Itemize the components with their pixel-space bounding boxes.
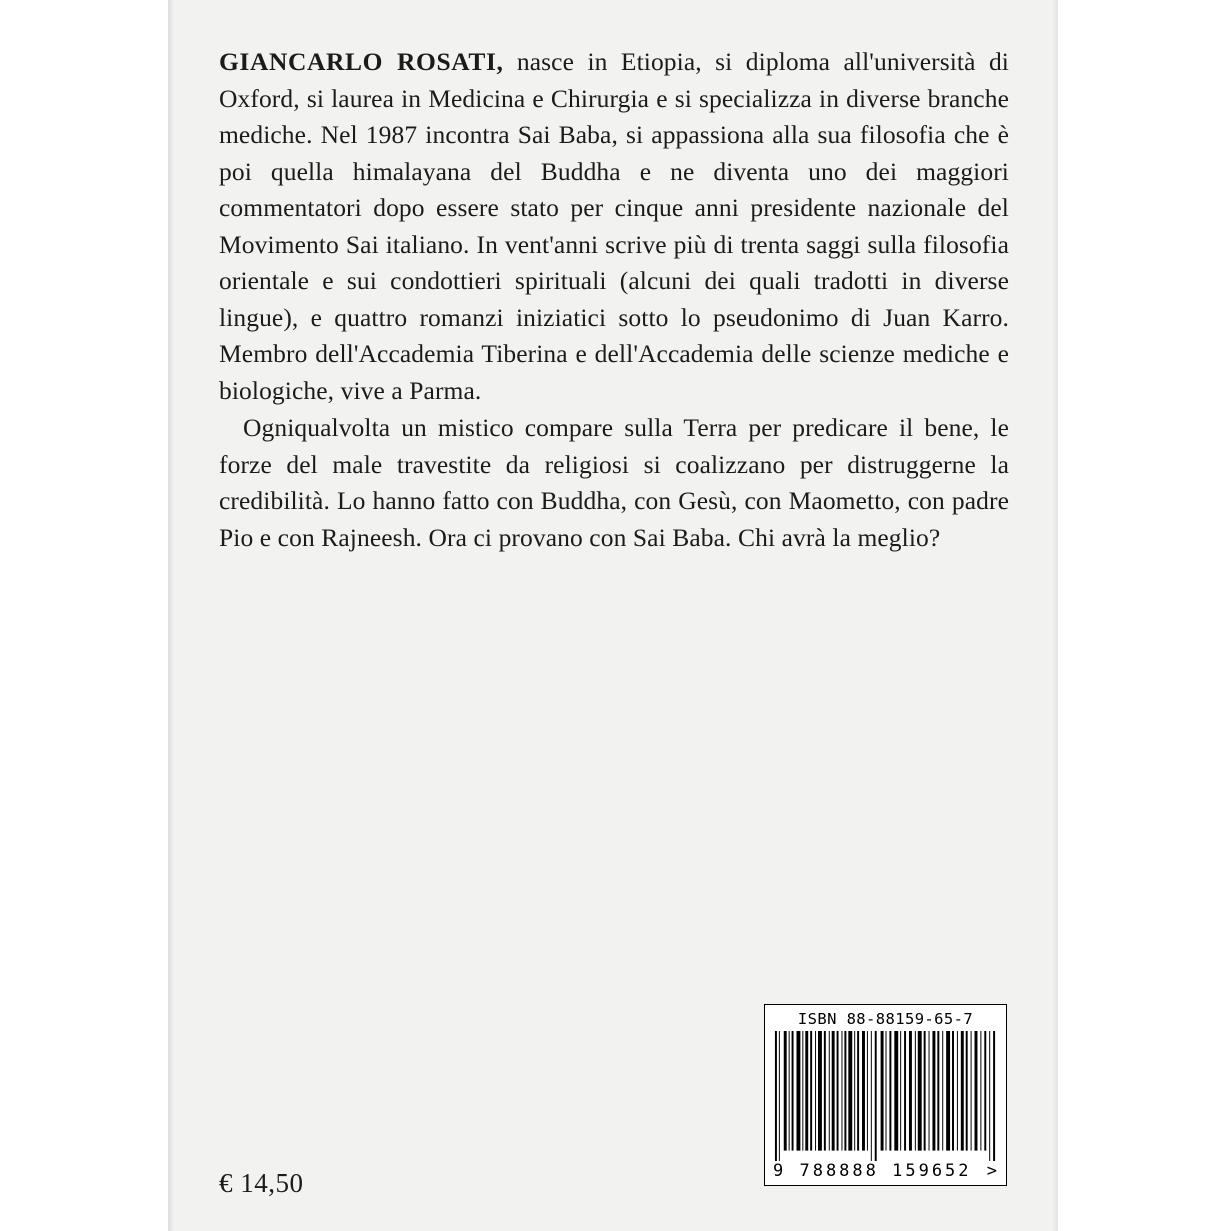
- barcode-digit-main: 788888 159652: [799, 1161, 972, 1181]
- barcode: [764, 1004, 1007, 1186]
- author-name: GIANCARLO ROSATI,: [219, 47, 504, 76]
- price-label: € 14,50: [219, 1168, 304, 1198]
- isbn-label: ISBN 88-88159-65-7: [797, 1010, 974, 1028]
- book-blurb: [219, 410, 1009, 556]
- barcode-bars: [773, 1031, 998, 1161]
- author-biography: [219, 44, 1009, 409]
- book-back-cover: [168, 0, 1058, 1231]
- barcode-digit-lead: 9: [773, 1161, 785, 1181]
- barcode-digits: [771, 1161, 1000, 1181]
- barcode-digit-trail: >: [986, 1161, 998, 1181]
- book-blurb-text: Ogniqualvolta un mistico compare sulla Terra per predicare il bene, le forze del male travestite da religiosi si coalizzano per distruggerne la credibilità. Lo hanno fatto con Buddha, con Gesù, con Maometto, con padre Pio e con Rajneesh. Ora ci provano con Sai Baba. Chi avrà la meglio?: [219, 413, 1009, 552]
- author-biography-text: nasce in Etiopia, si diploma all'università di Oxford, si laurea in Medicina e Chirurgia e si specializza in diverse branche mediche. Nel 1987 incontra Sai Baba, si appassiona alla sua filosofia che è poi quella himalayana del Buddha e ne diventa uno dei maggiori commentatori dopo essere stato per cinque anni presidente nazionale del Movimento Sai italiano. In vent'anni scrive più di trenta saggi sulla filosofia orientale e sui condottieri spirituali (alcuni dei quali tradotti in diverse lingue), e quattro romanzi iniziatici sotto lo pseudonimo di Juan Karro. Membro dell'Accademia Tiberina e dell'Accademia delle scienze mediche e biologiche, vive a Parma.: [219, 47, 1009, 405]
